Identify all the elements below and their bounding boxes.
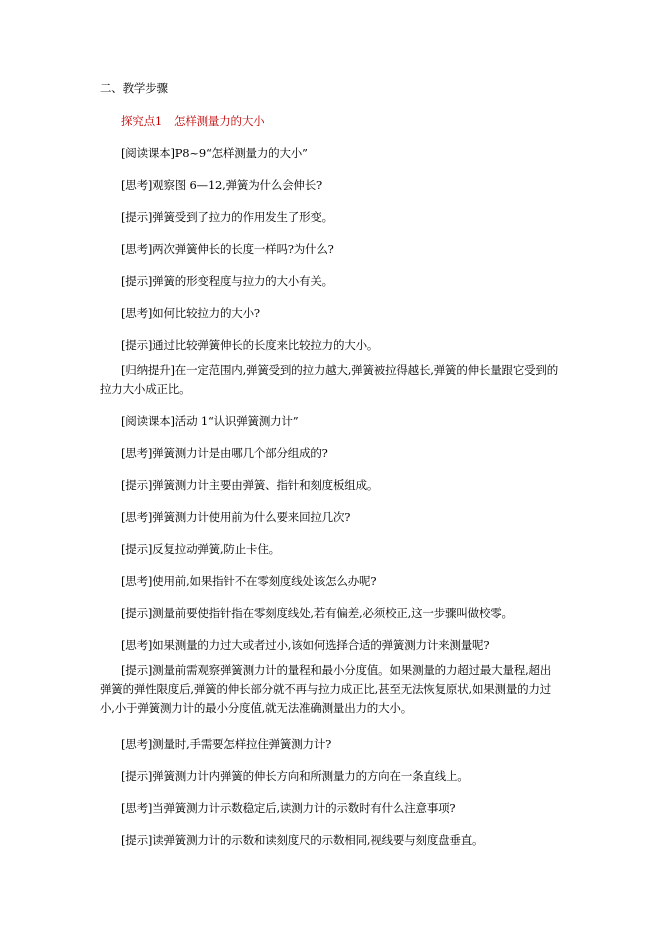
text-line: [思考]测量时,手需要怎样拉住弹簧测力计? xyxy=(121,737,332,751)
text-line: [提示]弹簧测力计主要由弹簧、指针和刻度板组成。 xyxy=(121,478,379,492)
text-line: [思考]如果测量的力过大或者过小,该如何选择合适的弹簧测力计来测量呢? xyxy=(121,638,490,652)
range-paragraph: [提示]测量前需观察弹簧测力计的量程和最小分度值。如果测量的力超过最大量程,超出弹簧的弹性限度后,弹簧的伸长部分就不再与拉力成正比,甚至无法恢复原状,如果测量的力过小,小于弹簧测力计的最小分度值,就无法准确测量出力的大小。 xyxy=(100,663,552,715)
text-line: [提示]弹簧受到了拉力的作用发生了形变。 xyxy=(121,210,333,224)
text-line: [提示]测量前要使指针指在零刻度线处,若有偏差,必须校正,这一步骤叫做校零。 xyxy=(121,606,513,620)
text-line: [思考]使用前,如果指针不在零刻度线处该怎么办呢? xyxy=(121,574,377,588)
summary-paragraph: [归纳提升]在一定范围内,弹簧受到的拉力越大,弹簧被拉得越长,弹簧的伸长量跟它受到的拉力大小成正比。 xyxy=(100,363,559,396)
text-line: [思考]观察图 6—12,弹簧为什么会伸长? xyxy=(121,178,322,192)
inquiry-title: 怎样测量力的大小 xyxy=(174,114,265,128)
inquiry-heading xyxy=(121,113,264,129)
text-line: [提示]通过比较弹簧伸长的长度来比较拉力的大小。 xyxy=(121,338,379,352)
text-line: [提示]读弹簧测力计的示数和读刻度尺的示数相同,视线要与刻度盘垂直。 xyxy=(121,833,484,847)
text-line: [思考]如何比较拉力的大小? xyxy=(121,306,260,320)
text-line: [提示]弹簧的形变程度与拉力的大小有关。 xyxy=(121,274,333,288)
text-line: [提示]弹簧测力计内弹簧的伸长方向和所测量力的方向在一条直线上。 xyxy=(121,769,469,783)
text-line: [思考]当弹簧测力计示数稳定后,读测力计的示数时有什么注意事项? xyxy=(121,801,456,815)
text-line: [阅读课本]P8~9“怎样测量力的大小” xyxy=(121,146,308,160)
text-line: [思考]弹簧测力计是由哪几个部分组成的? xyxy=(121,446,328,460)
section-heading: 二、教学步骤 xyxy=(100,81,168,95)
inquiry-label: 探究点1 xyxy=(121,114,163,128)
text-line: [思考]弹簧测力计使用前为什么要来回拉几次? xyxy=(121,510,351,524)
text-line: [思考]两次弹簧伸长的长度一样吗?为什么? xyxy=(121,242,334,256)
text-line: [阅读课本]活动 1“认识弹簧测力计” xyxy=(121,414,299,428)
text-line: [提示]反复拉动弹簧,防止卡住。 xyxy=(121,542,280,556)
